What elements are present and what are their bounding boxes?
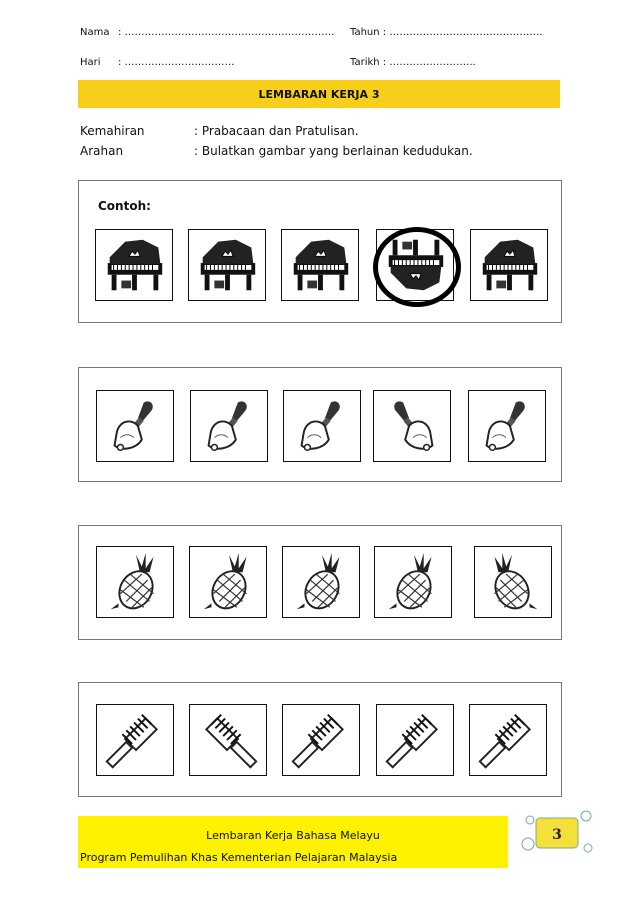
worksheet-title-banner xyxy=(78,80,560,108)
kemahiran-value: : Prabacaan dan Pratulisan. xyxy=(194,124,359,138)
comb-icon xyxy=(470,705,546,775)
piano-icon xyxy=(96,230,172,300)
piano-option-1[interactable] xyxy=(95,229,173,301)
comb-option-2[interactable] xyxy=(189,704,267,776)
bell-option-4[interactable] xyxy=(373,390,451,462)
piano-option-5[interactable] xyxy=(470,229,548,301)
pineapple-icon xyxy=(283,547,359,617)
piano-icon xyxy=(282,230,358,300)
pineapple-option-2[interactable] xyxy=(189,546,267,618)
pineapple-icon xyxy=(475,547,551,617)
hari-dots: : …………………………… xyxy=(118,57,235,68)
bell-option-3[interactable] xyxy=(283,390,361,462)
pineapple-icon xyxy=(375,547,451,617)
footer-line-2: Program Pemulihan Khas Kementerian Pelajaran Malaysia xyxy=(80,851,398,864)
arahan-label: Arahan xyxy=(80,144,124,158)
page-number: 3 xyxy=(552,827,562,843)
comb-icon xyxy=(283,705,359,775)
bell-icon xyxy=(374,391,450,461)
tarikh-field: Tarikh : …………………….. xyxy=(350,57,476,68)
pineapple-option-3[interactable] xyxy=(282,546,360,618)
bell-option-1[interactable] xyxy=(96,390,174,462)
piano-icon xyxy=(471,230,547,300)
tahun-field: Tahun : ………………………………………. xyxy=(350,27,543,38)
comb-option-3[interactable] xyxy=(282,704,360,776)
bell-icon xyxy=(284,391,360,461)
contoh-label: Contoh: xyxy=(98,199,151,213)
piano-option-2[interactable] xyxy=(188,229,266,301)
answer-circle xyxy=(373,227,461,307)
nama-dots: : ……………………………………………………… xyxy=(118,27,335,38)
arahan-value: : Bulatkan gambar yang berlainan kedudukan. xyxy=(194,144,473,158)
bell-icon xyxy=(469,391,545,461)
page-number-badge xyxy=(520,808,594,858)
pineapple-option-5[interactable] xyxy=(474,546,552,618)
comb-icon xyxy=(97,705,173,775)
comb-icon xyxy=(377,705,453,775)
comb-option-4[interactable] xyxy=(376,704,454,776)
footer-line-1: Lembaran Kerja Bahasa Melayu xyxy=(206,829,380,842)
bell-option-2[interactable] xyxy=(190,390,268,462)
hari-label: Hari xyxy=(80,57,101,68)
nama-label: Nama xyxy=(80,27,110,38)
comb-icon xyxy=(190,705,266,775)
bell-option-5[interactable] xyxy=(468,390,546,462)
bell-icon xyxy=(97,391,173,461)
pineapple-option-4[interactable] xyxy=(374,546,452,618)
pineapple-icon xyxy=(97,547,173,617)
piano-icon xyxy=(189,230,265,300)
pineapple-icon xyxy=(190,547,266,617)
bell-icon xyxy=(191,391,267,461)
worksheet-title: LEMBARAN KERJA 3 xyxy=(258,87,380,101)
kemahiran-label: Kemahiran xyxy=(80,124,145,138)
comb-option-5[interactable] xyxy=(469,704,547,776)
comb-option-1[interactable] xyxy=(96,704,174,776)
pineapple-option-1[interactable] xyxy=(96,546,174,618)
piano-option-3[interactable] xyxy=(281,229,359,301)
